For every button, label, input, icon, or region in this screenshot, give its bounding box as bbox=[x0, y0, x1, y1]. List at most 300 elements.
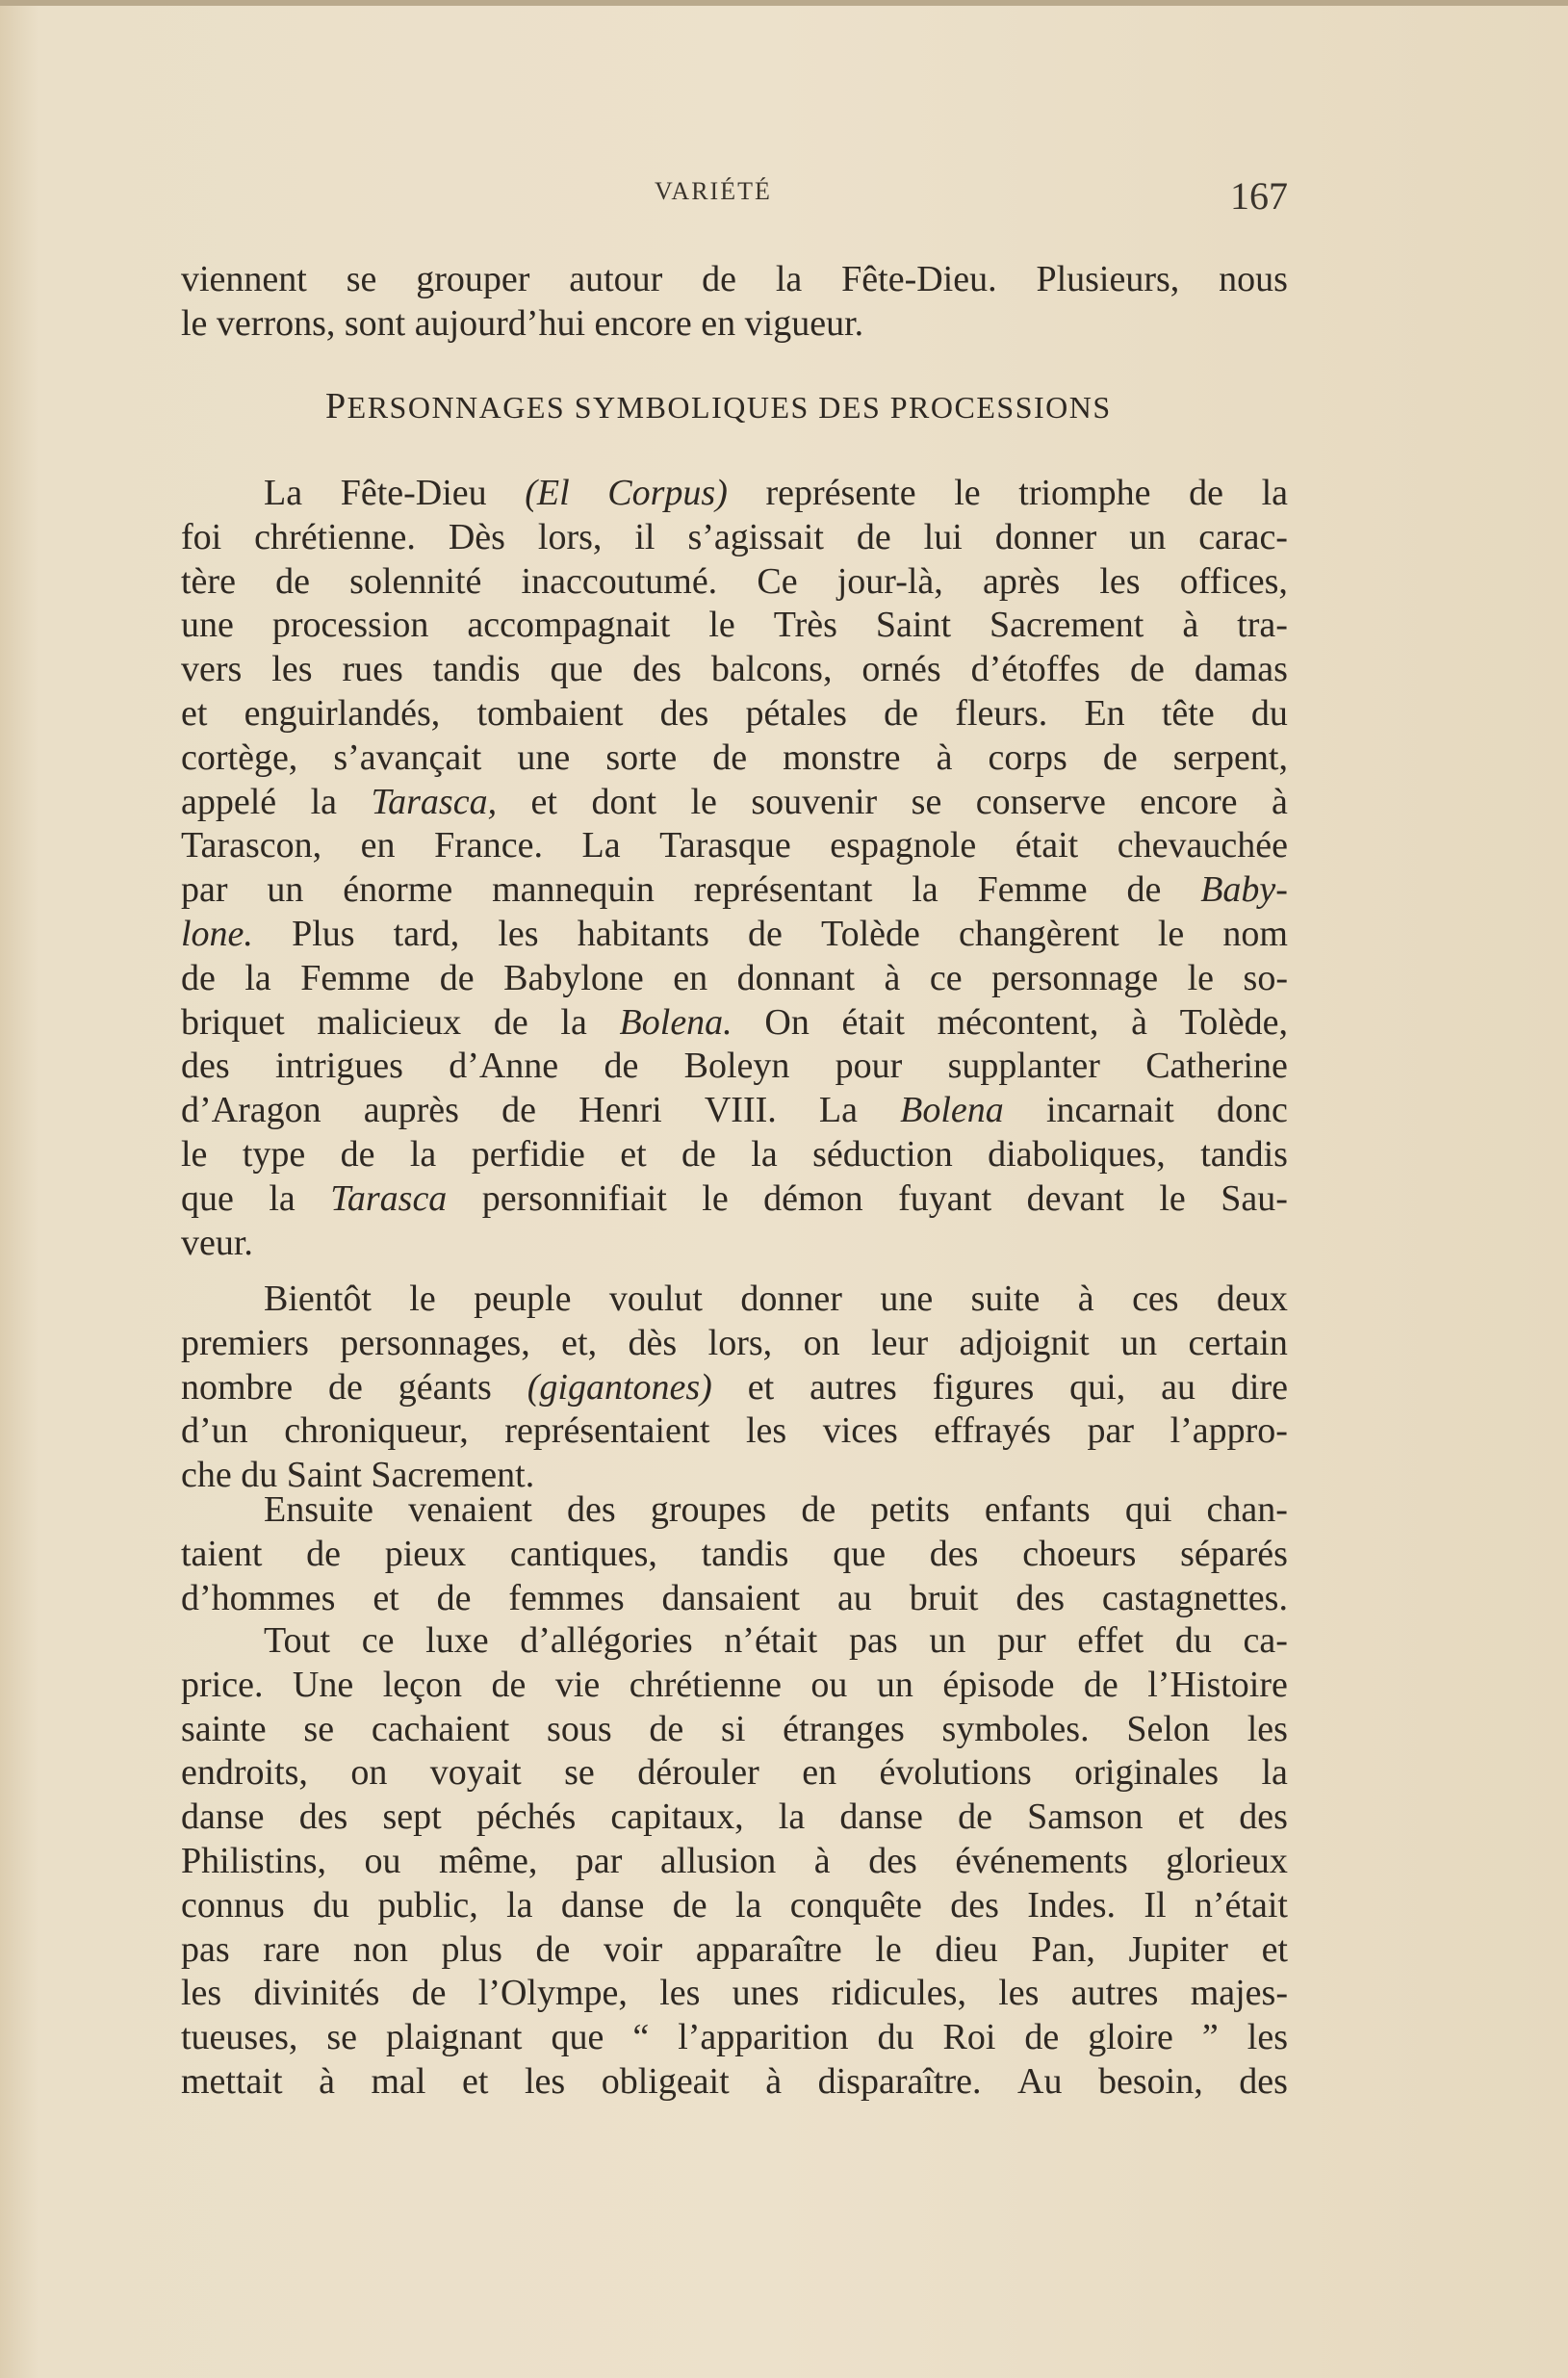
word: événements bbox=[955, 1840, 1128, 1881]
word: les bbox=[498, 913, 539, 954]
word: des bbox=[298, 1796, 348, 1838]
word: le bbox=[702, 1177, 729, 1219]
word: castagnettes. bbox=[1101, 1577, 1288, 1618]
word: La bbox=[581, 825, 621, 866]
word: à bbox=[936, 737, 953, 778]
word: une bbox=[880, 1279, 934, 1319]
word: de bbox=[1024, 2017, 1060, 2058]
word: souvenir bbox=[751, 781, 878, 822]
word: à bbox=[884, 957, 901, 998]
word: des bbox=[950, 1884, 999, 1926]
running-head: VARIÉTÉ bbox=[655, 177, 772, 205]
word: danse bbox=[839, 1796, 923, 1838]
word: so- bbox=[1243, 957, 1288, 998]
word: mannequin bbox=[492, 869, 655, 911]
word: les bbox=[1099, 560, 1141, 602]
word: de bbox=[1083, 1664, 1118, 1705]
word: le bbox=[409, 1279, 436, 1319]
word: un bbox=[267, 869, 304, 911]
word: Plusieurs, bbox=[1036, 259, 1180, 299]
text-line: che du Saint Sacrement. bbox=[181, 1455, 535, 1496]
word: du bbox=[312, 1884, 349, 1926]
text-line bbox=[181, 516, 1288, 560]
word: sept bbox=[382, 1796, 442, 1838]
word: lors, bbox=[537, 516, 603, 557]
word: Très bbox=[773, 605, 837, 646]
word: triomphe bbox=[1018, 473, 1151, 513]
word: habitants bbox=[577, 913, 709, 954]
word: cachaient bbox=[371, 1708, 510, 1749]
word: ce bbox=[361, 1620, 395, 1661]
word: lone. bbox=[181, 913, 253, 954]
text-line bbox=[181, 1533, 1288, 1577]
word: à bbox=[1182, 605, 1199, 646]
word: capitaux, bbox=[610, 1796, 744, 1838]
word: à bbox=[319, 2060, 335, 2102]
word: certain bbox=[1188, 1322, 1288, 1363]
text-line bbox=[181, 913, 1288, 957]
text-line bbox=[181, 1366, 1288, 1410]
word: de bbox=[1102, 737, 1138, 778]
word: Plus bbox=[292, 913, 355, 954]
word: Une bbox=[292, 1664, 354, 1705]
word: que bbox=[833, 1533, 887, 1574]
word: à bbox=[813, 1840, 831, 1881]
word: gloire bbox=[1088, 2017, 1173, 2058]
word: se bbox=[346, 259, 377, 299]
word: que bbox=[551, 2017, 604, 2058]
word: de bbox=[649, 1708, 684, 1749]
word: s’avançait bbox=[333, 737, 482, 778]
word: de bbox=[439, 957, 475, 998]
word: une bbox=[517, 737, 571, 778]
word: qui, bbox=[1069, 1366, 1126, 1408]
word: accompagnait bbox=[467, 605, 671, 646]
word: incarnait bbox=[1045, 1090, 1174, 1131]
word: représentant bbox=[693, 869, 873, 911]
word: supplanter bbox=[947, 1046, 1100, 1087]
word: effet bbox=[1077, 1620, 1144, 1661]
word: Ensuite bbox=[264, 1489, 373, 1530]
word: Pan, bbox=[1031, 1928, 1095, 1970]
word: type bbox=[242, 1133, 306, 1175]
word: de bbox=[491, 1664, 527, 1705]
word: de bbox=[493, 1001, 528, 1043]
word: procession bbox=[271, 605, 429, 646]
word: vers bbox=[181, 649, 243, 690]
word: de bbox=[672, 1884, 707, 1926]
word: grouper bbox=[416, 259, 530, 299]
word: apparaître bbox=[695, 1928, 842, 1970]
word: des bbox=[1015, 1577, 1065, 1618]
word: de bbox=[275, 560, 310, 602]
word: de bbox=[856, 516, 891, 557]
word: d’hommes bbox=[181, 1577, 336, 1618]
word: le bbox=[1157, 913, 1185, 954]
word: tueuses, bbox=[181, 2017, 298, 2058]
text-line bbox=[181, 737, 1288, 781]
word: Boleyn bbox=[683, 1046, 790, 1087]
word: de bbox=[801, 1489, 836, 1530]
text-line bbox=[181, 472, 1288, 516]
word: auprès bbox=[363, 1090, 459, 1131]
word: Fête-Dieu. bbox=[841, 259, 997, 299]
word: VIII. bbox=[704, 1090, 777, 1131]
word: Corpus) bbox=[607, 473, 728, 513]
word: il bbox=[634, 516, 655, 557]
word: du bbox=[877, 2017, 914, 2058]
word: pas bbox=[849, 1620, 898, 1661]
word: dès bbox=[628, 1322, 678, 1363]
word: offices, bbox=[1179, 560, 1288, 602]
word: Tarasca bbox=[330, 1177, 448, 1219]
word: séparés bbox=[1180, 1533, 1288, 1574]
text-line bbox=[181, 1409, 1288, 1454]
word: de bbox=[535, 1928, 571, 1970]
word: endroits, bbox=[181, 1752, 308, 1794]
word: cortège, bbox=[181, 737, 298, 778]
word: étranges bbox=[783, 1708, 905, 1749]
text-line bbox=[181, 1322, 1288, 1366]
text-line bbox=[181, 824, 1288, 868]
word: taient bbox=[181, 1533, 263, 1574]
word: les bbox=[271, 649, 313, 690]
word: Tarasca, bbox=[371, 781, 498, 822]
text-line bbox=[181, 1177, 1288, 1222]
word: donnant bbox=[736, 957, 856, 998]
word: et bbox=[620, 1133, 647, 1175]
word: de bbox=[1129, 649, 1165, 690]
word: le bbox=[181, 1133, 208, 1175]
text-line bbox=[181, 781, 1288, 825]
word: évolutions bbox=[879, 1752, 1032, 1794]
text-line bbox=[181, 560, 1288, 605]
text-line bbox=[181, 1045, 1288, 1089]
word: en bbox=[802, 1752, 837, 1794]
word: solennité bbox=[349, 560, 482, 602]
word: que bbox=[550, 649, 604, 690]
word: nom bbox=[1222, 913, 1288, 954]
word: de bbox=[604, 1046, 639, 1087]
word: price. bbox=[181, 1664, 264, 1705]
word: des bbox=[929, 1533, 979, 1574]
word: chroniqueur, bbox=[284, 1410, 469, 1452]
word: le bbox=[875, 1928, 902, 1970]
word: ” bbox=[1201, 2017, 1219, 2058]
word: chrétienne bbox=[629, 1664, 782, 1705]
word: la bbox=[1261, 1752, 1288, 1794]
word: de bbox=[501, 1090, 536, 1131]
word: glorieux bbox=[1166, 1840, 1288, 1881]
word: Femme bbox=[300, 957, 411, 998]
word: des bbox=[659, 692, 709, 734]
text-line bbox=[181, 1001, 1288, 1046]
heading-text: ERSONNAGES SYMBOLIQUES DES PROCESSIONS bbox=[347, 390, 1112, 425]
word: donner bbox=[994, 516, 1097, 557]
word: sorte bbox=[605, 737, 678, 778]
word: et bbox=[530, 781, 557, 822]
word: tra- bbox=[1237, 605, 1288, 646]
word: Catherine bbox=[1145, 1046, 1288, 1087]
text-line bbox=[181, 957, 1288, 1001]
paragraph-5 bbox=[181, 1619, 1288, 2105]
word: Tolède bbox=[821, 913, 920, 954]
word: venaient bbox=[408, 1489, 532, 1530]
heading-initial: P bbox=[325, 386, 347, 426]
word: et bbox=[373, 1577, 399, 1618]
word: tandis bbox=[432, 649, 521, 690]
word: la bbox=[269, 1177, 296, 1219]
word: tête bbox=[1161, 692, 1215, 734]
word: que bbox=[181, 1177, 234, 1219]
word: divinités bbox=[253, 1973, 380, 2014]
word: la bbox=[244, 957, 271, 998]
word: des bbox=[632, 649, 681, 690]
word: appelé bbox=[181, 781, 277, 822]
word: le bbox=[1187, 957, 1215, 998]
word: se bbox=[564, 1752, 595, 1794]
word: la bbox=[778, 1796, 806, 1838]
word: Tout bbox=[264, 1620, 331, 1661]
word: par bbox=[1087, 1410, 1135, 1452]
word: changèrent bbox=[959, 913, 1119, 954]
word: les bbox=[659, 1973, 701, 2014]
word: carac- bbox=[1198, 516, 1288, 557]
word: de bbox=[748, 913, 783, 954]
word: disparaître. bbox=[817, 2060, 982, 2102]
word: la bbox=[734, 1884, 762, 1926]
word: l’apparition bbox=[678, 2017, 849, 2058]
word: France. bbox=[434, 825, 543, 866]
word: qui bbox=[1124, 1489, 1172, 1530]
word: Femme bbox=[977, 869, 1088, 911]
word: “ bbox=[632, 2017, 650, 2058]
word: donc bbox=[1217, 1090, 1288, 1131]
word: les bbox=[524, 2060, 566, 2102]
paragraph-1 bbox=[181, 258, 1288, 347]
word: On bbox=[764, 1001, 810, 1043]
word: chan- bbox=[1206, 1489, 1288, 1530]
word: mécontent, bbox=[937, 1001, 1099, 1043]
word: un bbox=[1129, 516, 1167, 557]
word: de bbox=[306, 1533, 342, 1574]
word: à bbox=[1077, 1279, 1094, 1319]
word: au bbox=[836, 1577, 872, 1618]
word: perfidie bbox=[471, 1133, 585, 1175]
word: pieux bbox=[384, 1533, 467, 1574]
word: Philistins, bbox=[181, 1840, 326, 1881]
word: luxe bbox=[425, 1620, 489, 1661]
word: briquet bbox=[181, 1001, 285, 1043]
text-line: veur. bbox=[181, 1222, 253, 1263]
text-line bbox=[181, 1796, 1288, 1840]
word: du bbox=[1174, 1620, 1212, 1661]
word: Baby- bbox=[1200, 869, 1288, 911]
word: Indes. bbox=[1027, 1884, 1116, 1926]
word: obligeait bbox=[601, 2060, 730, 2102]
word: une bbox=[181, 605, 234, 646]
word: à bbox=[1131, 1001, 1147, 1043]
text-line bbox=[181, 1708, 1288, 1752]
word: fleurs. bbox=[955, 692, 1048, 734]
word: premiers bbox=[181, 1322, 309, 1363]
section-heading bbox=[325, 385, 1144, 427]
text-line bbox=[181, 1089, 1288, 1133]
word: la bbox=[751, 1133, 778, 1175]
word: allusion bbox=[659, 1840, 777, 1881]
word: en bbox=[360, 825, 396, 866]
word: serpent, bbox=[1172, 737, 1288, 778]
text-line bbox=[181, 1619, 1288, 1664]
word: et bbox=[461, 2060, 489, 2102]
word: chrétienne. bbox=[254, 516, 416, 557]
word: la bbox=[1261, 473, 1288, 513]
word: effrayés bbox=[934, 1410, 1051, 1452]
text-line bbox=[181, 868, 1288, 913]
word: les bbox=[1247, 1708, 1288, 1749]
word: personnage bbox=[991, 957, 1159, 998]
word: de bbox=[958, 1796, 992, 1838]
word: sous bbox=[547, 1708, 612, 1749]
word: diaboliques, bbox=[988, 1133, 1166, 1175]
word: intrigues bbox=[274, 1046, 403, 1087]
text-line bbox=[181, 2060, 1288, 2105]
word: adjoignit bbox=[959, 1322, 1090, 1363]
word: on bbox=[350, 1752, 388, 1794]
word: La bbox=[818, 1090, 858, 1131]
word: nombre bbox=[181, 1366, 294, 1408]
word: se bbox=[303, 1708, 335, 1749]
word: à bbox=[765, 2060, 783, 2102]
text-line bbox=[181, 1577, 1288, 1621]
word: tombaient bbox=[476, 692, 624, 734]
page-number: 167 bbox=[1230, 174, 1288, 218]
word: autour bbox=[569, 259, 663, 299]
word: péchés bbox=[476, 1796, 577, 1838]
word: Tolède, bbox=[1179, 1001, 1288, 1043]
word: épisode bbox=[942, 1664, 1055, 1705]
word: danse bbox=[181, 1796, 265, 1838]
word: Tarasque bbox=[659, 825, 791, 866]
text-line bbox=[181, 1840, 1288, 1884]
word: des bbox=[567, 1489, 616, 1530]
word: enfants bbox=[984, 1489, 1091, 1530]
word: autres bbox=[810, 1366, 897, 1408]
word: de bbox=[681, 1133, 716, 1175]
word: la bbox=[912, 869, 938, 911]
word: rues bbox=[342, 649, 403, 690]
word: figures bbox=[932, 1366, 1035, 1408]
word: inaccoutumé. bbox=[521, 560, 718, 602]
word: sainte bbox=[181, 1708, 267, 1749]
word: de bbox=[181, 957, 216, 998]
word: un bbox=[1120, 1322, 1158, 1363]
word: suite bbox=[970, 1279, 1041, 1319]
word: n’était bbox=[724, 1620, 818, 1661]
word: groupes bbox=[650, 1489, 767, 1530]
word: Dès bbox=[448, 516, 505, 557]
word: énorme bbox=[343, 869, 453, 911]
word: pas bbox=[181, 1928, 230, 1970]
word: cantiques, bbox=[509, 1533, 657, 1574]
word: par bbox=[575, 1840, 623, 1881]
word: de bbox=[340, 1133, 375, 1175]
word: petits bbox=[870, 1489, 950, 1530]
word: damas bbox=[1194, 649, 1288, 690]
word: Sacrement bbox=[989, 605, 1144, 646]
word: (gigantones) bbox=[527, 1366, 712, 1408]
word: jour-là, bbox=[836, 560, 943, 602]
word: Bolena. bbox=[619, 1001, 733, 1043]
word: de bbox=[702, 259, 737, 299]
word: monstre bbox=[783, 737, 901, 778]
word: danse bbox=[560, 1884, 645, 1926]
word: la bbox=[310, 781, 338, 822]
word: leur bbox=[871, 1322, 929, 1363]
word: de bbox=[327, 1366, 363, 1408]
word: Babylone bbox=[503, 957, 644, 998]
word: au bbox=[1161, 1366, 1195, 1408]
word: leçon bbox=[382, 1664, 462, 1705]
word: ce bbox=[929, 957, 963, 998]
word: ornés bbox=[861, 649, 941, 690]
word: dont bbox=[591, 781, 656, 822]
text-line bbox=[181, 1972, 1288, 2016]
word: du bbox=[1250, 692, 1288, 734]
word: on bbox=[803, 1322, 840, 1363]
word: la bbox=[409, 1133, 437, 1175]
word: les bbox=[745, 1410, 787, 1452]
word: femmes bbox=[508, 1577, 625, 1618]
word: et bbox=[747, 1366, 775, 1408]
word: personnifiait bbox=[481, 1177, 667, 1219]
word: dérouler bbox=[637, 1752, 759, 1794]
word: ou bbox=[810, 1664, 848, 1705]
word: rare bbox=[263, 1928, 321, 1970]
word: lors, bbox=[707, 1322, 773, 1363]
word: de bbox=[1126, 869, 1162, 911]
word: nous bbox=[1219, 259, 1288, 299]
word: encore bbox=[1140, 781, 1238, 822]
word: plaignant bbox=[386, 2017, 523, 2058]
paragraph-2 bbox=[181, 472, 1288, 1265]
word: se bbox=[326, 2017, 358, 2058]
word: public, bbox=[377, 1884, 478, 1926]
word: s’agissait bbox=[687, 516, 824, 557]
word: originales bbox=[1074, 1752, 1220, 1794]
word: autres bbox=[1070, 1973, 1159, 2014]
word: après bbox=[982, 560, 1061, 602]
word: représentaient bbox=[504, 1410, 710, 1452]
word: non bbox=[352, 1928, 408, 1970]
word: majes- bbox=[1190, 1973, 1288, 2014]
word: vie bbox=[554, 1664, 601, 1705]
word: et, bbox=[561, 1322, 598, 1363]
word: Sau- bbox=[1221, 1177, 1288, 1219]
word: tandis bbox=[701, 1533, 789, 1574]
word: des bbox=[181, 1046, 230, 1087]
text-line bbox=[181, 1928, 1288, 1973]
word: un bbox=[929, 1620, 966, 1661]
word: d’étoffes bbox=[970, 649, 1101, 690]
word: d’un bbox=[181, 1410, 248, 1452]
word: tandis bbox=[1200, 1133, 1288, 1175]
word: La bbox=[264, 473, 303, 513]
word: Ce bbox=[757, 560, 798, 602]
word: mettait bbox=[181, 2060, 283, 2102]
word: le bbox=[1159, 1177, 1186, 1219]
word: de bbox=[1189, 473, 1223, 513]
